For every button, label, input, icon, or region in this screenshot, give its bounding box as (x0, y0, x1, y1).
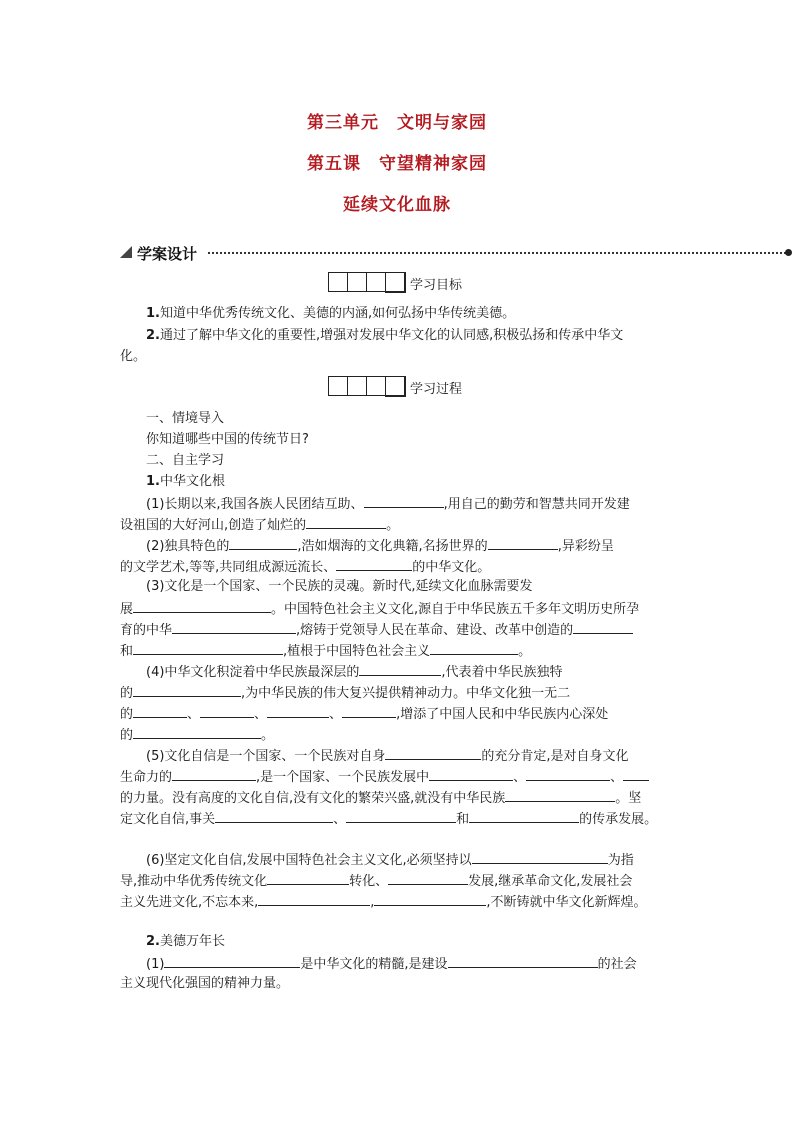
objectives-heading-label (410, 274, 462, 293)
t1p4-line4: 的 。 (120, 724, 274, 746)
fill-blank[interactable] (346, 808, 456, 823)
t1p1-line2: 设祖国的大好河山,创造了灿烂的 。 (120, 514, 399, 536)
fill-blank[interactable] (133, 598, 271, 613)
fill-blank[interactable] (133, 703, 187, 718)
objective-item-2-cont: 化。 (120, 349, 147, 364)
banner-label: 学案设计 (137, 245, 198, 263)
banner-end-dot (785, 249, 792, 256)
t1p2-line1: (2)独具特色的 ,浩如烟海的文化典籍,名扬世界的 ,异彩纷呈 (146, 535, 614, 557)
fill-blank[interactable] (133, 640, 283, 655)
fill-blank[interactable] (306, 514, 386, 529)
fill-blank[interactable] (364, 493, 444, 508)
unit-title: 第三单元 文明与家园 (307, 113, 487, 133)
fill-blank[interactable] (385, 745, 481, 760)
t1p3-line4: 和 ,植根于中国特色社会主义 。 (120, 640, 531, 662)
fill-blank[interactable] (164, 953, 300, 968)
topic-title: 美德万年长 (159, 934, 225, 949)
fill-blank[interactable] (430, 640, 518, 655)
fill-blank[interactable] (133, 724, 261, 739)
fill-blank[interactable] (336, 556, 412, 571)
topic1-heading (146, 472, 225, 492)
fill-blank[interactable] (374, 891, 486, 906)
t1p4-line3: 的 、 、 、 ,增添了中国人民和中华民族内心深处 (120, 703, 608, 725)
intro-heading: 一、情境导入 (146, 411, 225, 426)
t1p5-line4: 定文化自信,事关 、 和 的传承发展。 (120, 808, 657, 830)
topic2-heading (146, 932, 225, 952)
section-banner (120, 244, 792, 262)
t1p3-line1: (3)文化是一个国家、一个民族的灵魂。新时代,延续文化血脉需要发 (146, 579, 533, 594)
decorative-boxes (328, 272, 405, 293)
t2p1-line1: (1) 是中华文化的精髓,是建设 的社会 (146, 953, 637, 975)
fill-blank[interactable] (488, 535, 558, 550)
fill-blank[interactable] (573, 619, 633, 634)
t2p1-line2: 主义现代化强国的精神力量。 (120, 976, 290, 991)
t1p3-line3: 育的中华 ,熔铸于党领导人民在革命、建设、改革中创造的 (120, 619, 633, 641)
process-heading-text: 学习过程 (410, 382, 463, 397)
self-study-heading: 二、自主学习 (146, 453, 225, 468)
fill-blank[interactable] (526, 766, 610, 781)
fill-blank[interactable] (429, 766, 513, 781)
t1p2-line2: 的文学艺术,等等,共同组成源远流长、 的中华文化。 (120, 556, 490, 578)
t1p4-line1: (4)中华文化积淀着中华民族最深层的 ,代表着中华民族独特 (146, 661, 563, 683)
fill-blank[interactable] (448, 953, 598, 968)
section-title: 延续文化血脉 (343, 195, 451, 215)
fill-blank[interactable] (359, 661, 441, 676)
fill-blank[interactable] (215, 808, 333, 823)
objective-item-1 (146, 304, 515, 324)
fill-blank[interactable] (172, 619, 296, 634)
objective-num: 1. (146, 306, 160, 321)
fill-blank[interactable] (258, 891, 370, 906)
fill-blank[interactable] (388, 870, 468, 885)
decorative-boxes (328, 376, 405, 397)
fill-blank[interactable] (342, 703, 396, 718)
banner-triangle-icon (120, 246, 132, 258)
t1p6-line2: 导,推动中华优秀传统文化 转化、 发展,继承革命文化,发展社会 (120, 870, 632, 892)
objectives-heading-text: 学习目标 (410, 278, 463, 293)
objective-item-2 (146, 326, 623, 346)
t1p6-line1: (6)坚定文化自信,发展中国特色社会主义文化,必须坚持以 为指 (146, 849, 634, 871)
intro-question: 你知道哪些中国的传统节日? (146, 432, 309, 447)
t1p5-line3: 的力量。没有高度的文化自信,没有文化的繁荣兴盛,就没有中华民族 。坚 (120, 787, 641, 809)
fill-blank[interactable] (200, 703, 254, 718)
topic-num: 1. (146, 474, 160, 489)
topic-num: 2. (146, 934, 160, 949)
fill-blank[interactable] (172, 766, 256, 781)
t1p1-line1: (1)长期以来,我国各族人民团结互助、 ,用自己的勤劳和智慧共同开发建 (146, 493, 630, 515)
fill-blank[interactable] (229, 535, 297, 550)
lesson-title: 第五课 守望精神家园 (307, 154, 487, 174)
fill-blank[interactable] (133, 682, 241, 697)
fill-blank[interactable] (267, 870, 349, 885)
t1p5-line1: (5)文化自信是一个国家、一个民族对自身 的充分肯定,是对自身文化 (146, 745, 629, 767)
fill-blank[interactable] (623, 766, 649, 781)
process-heading-label (410, 378, 462, 397)
topic-title: 中华文化根 (159, 474, 225, 489)
fill-blank[interactable] (469, 808, 579, 823)
objective-text: 知道中华优秀传统文化、美德的内涵,如何弘扬中华传统美德。 (159, 306, 516, 321)
t1p6-line3: 主义先进文化,不忘本来, , ,不断铸就中华文化新辉煌。 (120, 891, 647, 913)
objective-text: 通过了解中华文化的重要性,增强对发展中华文化的认同感,积极弘扬和传承中华文 (159, 328, 624, 343)
banner-dotted-line (208, 252, 786, 254)
t1p4-line2: 的 ,为中华民族的伟大复兴提供精神动力。中华文化独一无二 (120, 682, 570, 704)
t1p5-line2: 生命力的 ,是一个国家、一个民族发展中 、 、 (120, 766, 649, 788)
objective-num: 2. (146, 328, 160, 343)
fill-blank[interactable] (267, 703, 329, 718)
t1p3-line2: 展 。中国特色社会主义文化,源自于中华民族五千多年文明历史所孕 (120, 598, 639, 620)
fill-blank[interactable] (472, 849, 608, 864)
fill-blank[interactable] (505, 787, 615, 802)
